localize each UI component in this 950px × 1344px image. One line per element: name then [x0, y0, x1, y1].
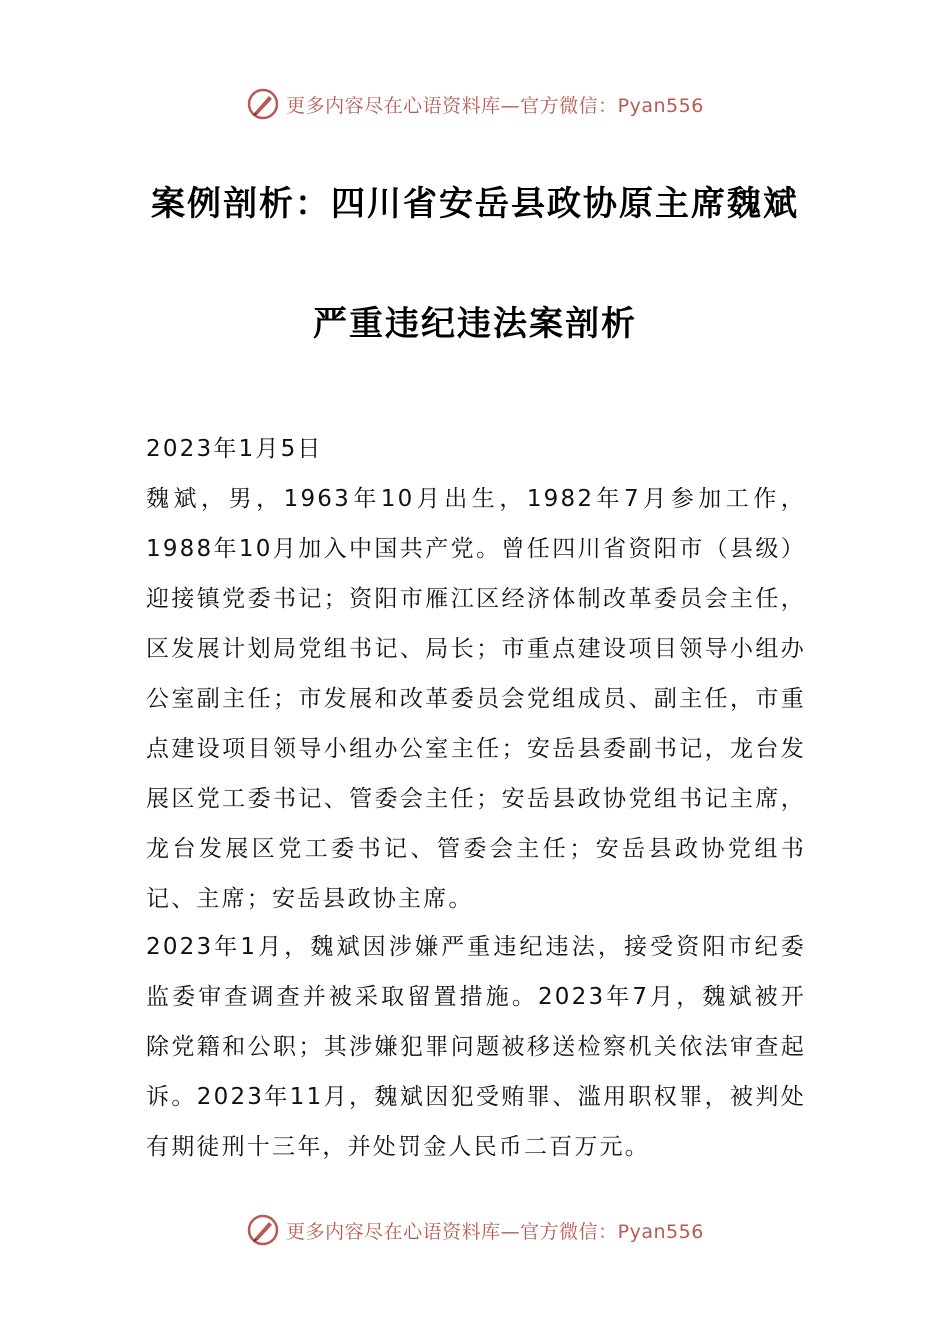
document-subtitle: 严重违纪违法案剖析	[313, 304, 637, 344]
watermark-text: 更多内容尽在心语资料库—官方微信：Pyan556	[286, 94, 704, 117]
document-date: 2023年1月5日	[146, 436, 323, 462]
paragraph-biography: 魏斌，男，1963年10月出生，1982年7月参加工作，1988年10月加入中国共产党。曾任四川省资阳市（县级）迎接镇党委书记；资阳市雁江区经济体制改革委员会主任，区发展计划局党组书记、局长；市重点建设项目领导小组办公室副主任；市发展和改革委员会党组成员、副主任，市重点建设项目领导小组办公室主任；安岳县委副书记，龙台发展区党工委书记、管委会主任；安岳县政协党组书记主席，龙台发展区党工委书记、管委会主任；安岳县政协党组书记、主席；安岳县政协主席。	[146, 486, 806, 912]
header-watermark	[0, 84, 950, 124]
footer-watermark	[0, 1210, 950, 1250]
watermark-text: 更多内容尽在心语资料库—官方微信：Pyan556	[286, 1220, 704, 1243]
pen-icon	[246, 87, 280, 121]
paragraph-case: 2023年1月，魏斌因涉嫌严重违纪违法，接受资阳市纪委监委审查调查并被采取留置措施。2023年7月，魏斌被开除党籍和公职；其涉嫌犯罪问题被移送检察机关依法审查起诉。2023年11月，魏斌因犯受贿罪、滥用职权罪，被判处有期徒刑十三年，并处罚金人民币二百万元。	[146, 934, 806, 1160]
pen-icon	[246, 1213, 280, 1247]
document-title: 案例剖析：四川省安岳县政协原主席魏斌	[151, 184, 799, 224]
